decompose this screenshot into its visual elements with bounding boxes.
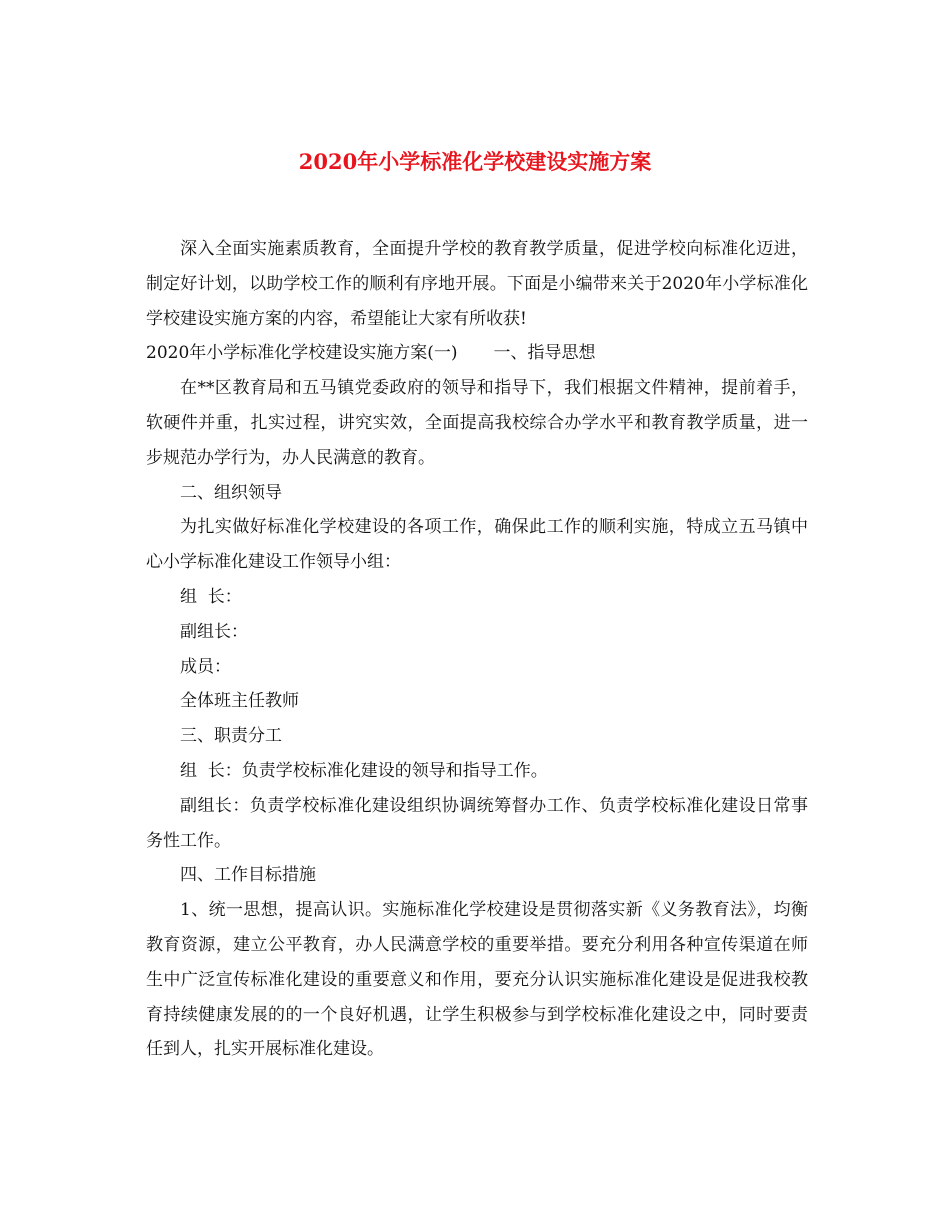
intro-paragraph: 深入全面实施素质教育，全面提升学校的教育教学质量，促进学校向标准化迈进，制定好计划，以助学校工作的顺利有序地开展。下面是小编带来关于2020年小学标准化学校建设实施方案的内容，希望能让大家有所收获! [146,239,808,329]
heading-organization: 二、组织领导 [180,482,282,503]
document-title: 2020年小学标准化学校建设实施方案 [298,149,652,174]
member-label: 成员： [180,656,231,677]
deputy-label: 副组长： [180,621,248,642]
duty-deputy: 副组长：负责学校标准化建设组织协调统筹督办工作、负责学校标准化建设日常事务性工作。 [146,795,808,851]
section-heading: 2020年小学标准化学校建设实施方案(一) [146,343,458,364]
duty-leader: 组 长：负责学校标准化建设的领导和指导工作。 [180,760,548,781]
heading-duties: 三、职责分工 [180,726,282,747]
document-body [146,232,808,1067]
heading-measures: 四、工作目标措施 [180,865,316,886]
leader-label: 组 长： [180,586,242,607]
section-heading-line [146,336,808,371]
members-text: 全体班主任教师 [180,691,299,712]
measure-1-paragraph: 1、统一思想，提高认识。实施标准化学校建设是贯彻落实新《义务教育法》，均衡教育资源，建立公平教育，办人民满意学校的重要举措。要充分利用各种宣传渠道在师生中广泛宣传标准化建设的重要意义和作用，要充分认识实施标准化建设是促进我校教育持续健康发展的的一个良好机遇，让学生积极参与到学校标准化建设之中，同时要责任到人，扎实开展标准化建设。 [146,900,808,1060]
guiding-ideology-paragraph: 在**区教育局和五马镇党委政府的领导和指导下，我们根据文件精神，提前着手，软硬件并重，扎实过程，讲究实效，全面提高我校综合办学水平和教育教学质量，进一步规范办学行为，办人民满意的教育。 [146,378,808,468]
heading-guiding-ideology: 一、指导思想 [493,343,596,364]
organization-paragraph: 为扎实做好标准化学校建设的各项工作，确保此工作的顺利实施，特成立五马镇中心小学标准化建设工作领导小组： [146,517,808,573]
